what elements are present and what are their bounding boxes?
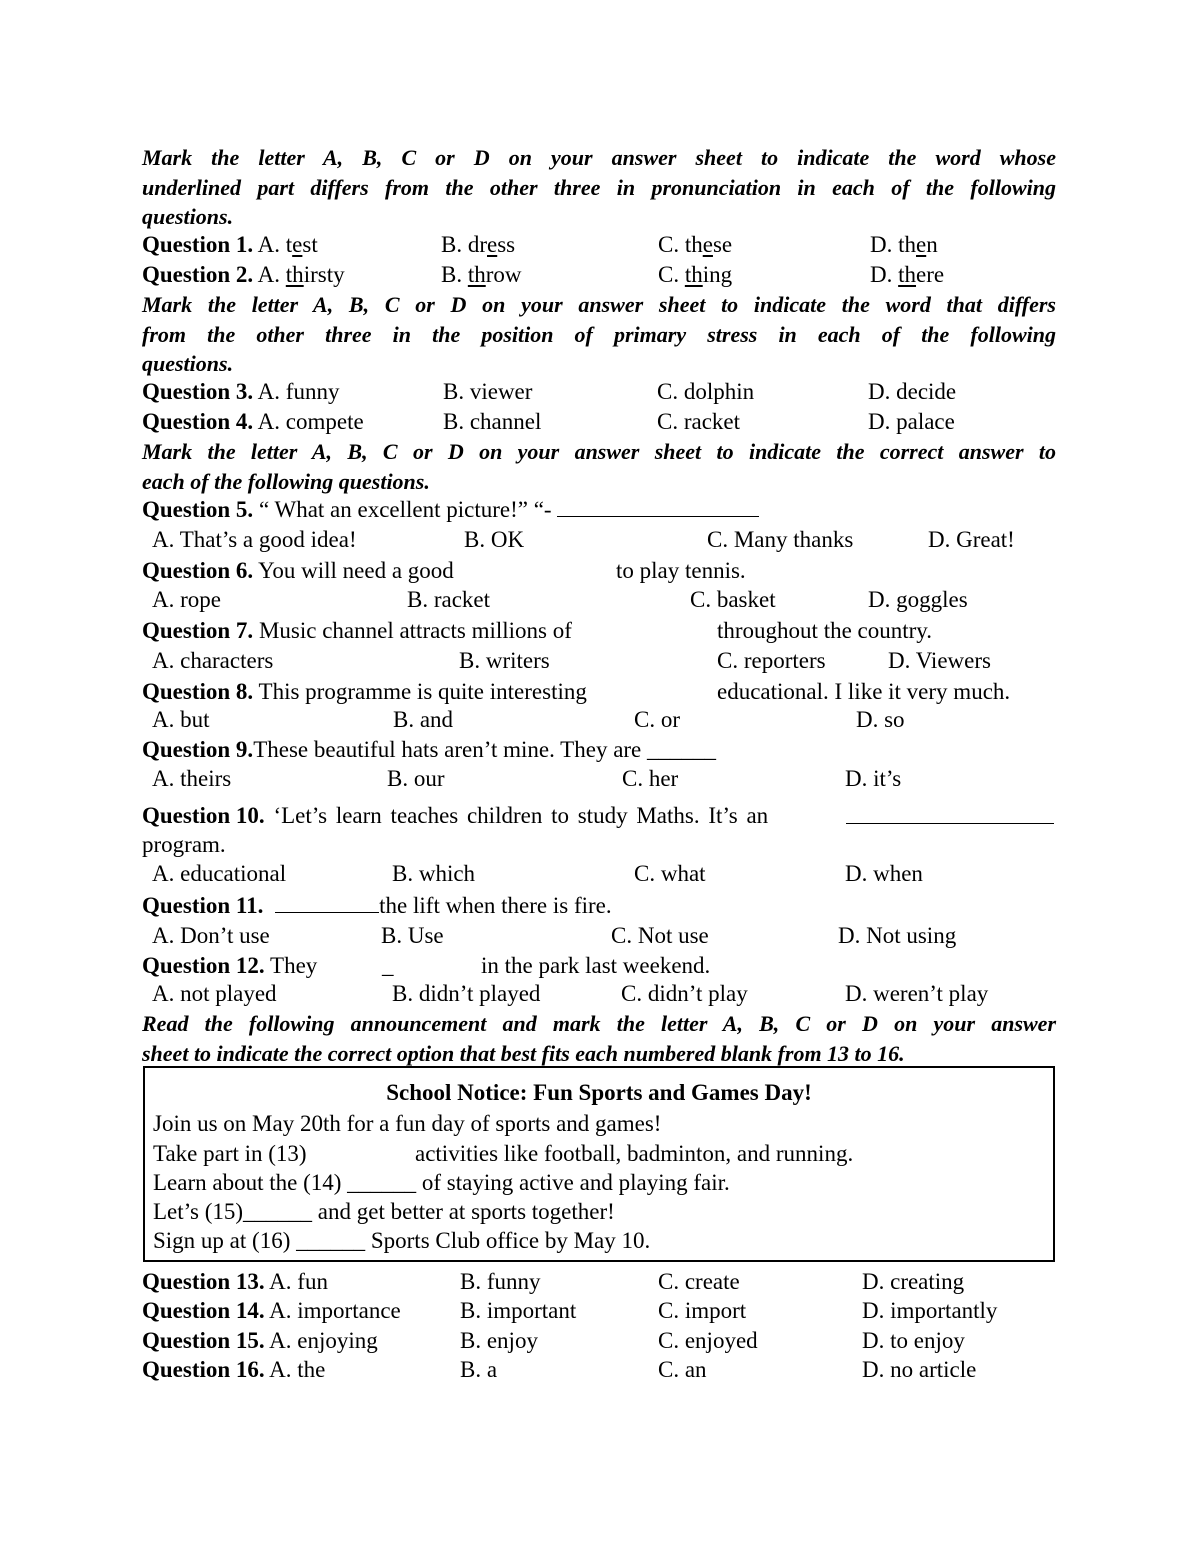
instruction-line: sheet to indicate the correct option that best fits each numbered blank from 13 to 16.: [142, 1040, 905, 1066]
option-b: B. enjoy: [460, 1328, 538, 1353]
option-a: A. the: [269, 1357, 326, 1382]
option-b: B. didn’t played: [392, 981, 541, 1006]
notice-line: Take part in (13): [153, 1141, 307, 1166]
option-c: C. basket: [690, 587, 776, 612]
question-text-continued: educational. I like it very much.: [717, 679, 1011, 704]
option-d: D. goggles: [868, 587, 968, 612]
question-label: Question 9.: [142, 737, 254, 762]
answer-blank: [846, 805, 1054, 824]
option-d: D. to enjoy: [862, 1328, 965, 1353]
instruction-line: each of the following questions.: [142, 468, 430, 494]
question-label: Question 14.: [142, 1298, 265, 1323]
question-13: [142, 1267, 328, 1296]
question-text: This programme is quite interesting: [253, 679, 587, 704]
instruction-line: Read the following announcement and mark the letter A, B, C or D on your answer: [142, 1011, 1056, 1036]
option-a: A. theirs: [152, 766, 232, 791]
option-c: C. Many thanks: [707, 527, 854, 552]
instruction-stress: [142, 290, 1056, 379]
option-d: D. Not using: [838, 923, 957, 948]
option-b: B. OK: [464, 527, 525, 552]
question-14: [142, 1296, 401, 1325]
question-label: Question 13.: [142, 1269, 265, 1294]
instruction-announcement: [142, 1009, 1056, 1068]
question-label: Question 15.: [142, 1328, 265, 1353]
option-d: D. when: [845, 861, 923, 886]
option-b: B. viewer: [443, 379, 533, 404]
question-label: Question 7.: [142, 618, 254, 643]
option-a: A. fun: [269, 1269, 328, 1294]
option-d: D. there: [870, 262, 945, 287]
option-a: A. but: [152, 707, 210, 732]
instruction-correct-answer: [142, 437, 1056, 496]
question-text: ‘Let’s learn teaches children to study Maths. It’s an: [264, 803, 769, 828]
question-15: [142, 1326, 378, 1355]
option-a: A. thirsty: [257, 262, 345, 287]
option-b: B. racket: [407, 587, 491, 612]
option-c: C. Not use: [611, 923, 709, 948]
option-b: B. important: [460, 1298, 577, 1323]
answer-blank: [557, 498, 759, 517]
option-d: D. importantly: [862, 1298, 998, 1323]
question-text: “ What an excellent picture!” “-: [253, 497, 558, 522]
notice-line: Sign up at (16) ______ Sports Club office by May 10.: [153, 1228, 651, 1253]
option-b: B. Use: [381, 923, 444, 948]
question-3: [142, 377, 339, 406]
option-a: A. funny: [257, 379, 340, 404]
option-b: B. throw: [441, 262, 522, 287]
question-5: [142, 495, 759, 524]
option-c: C. create: [658, 1269, 740, 1294]
question-label: Question 5.: [142, 497, 254, 522]
question-9: [142, 735, 716, 764]
option-a: A. That’s a good idea!: [152, 527, 357, 552]
option-c: C. didn’t play: [621, 981, 748, 1006]
option-d: D. weren’t play: [845, 981, 989, 1006]
instruction-line: from the other three in the position of primary stress in each of the following: [142, 321, 1056, 347]
instruction-line: Mark the letter A, B, C or D on your answer sheet to indicate the correct answer to: [142, 439, 1056, 464]
question-1: [142, 230, 318, 259]
question-text: the lift when there is fire.: [379, 893, 612, 918]
question-text: They: [264, 953, 318, 978]
option-d: D. so: [856, 707, 905, 732]
option-c: C. reporters: [717, 648, 826, 673]
question-label: Question 8.: [142, 679, 254, 704]
question-label: Question 10.: [142, 803, 265, 828]
instruction-line: Mark the letter A, B, C or D on your answer sheet to indicate the word that differs: [142, 292, 1056, 317]
option-c: C. enjoyed: [658, 1328, 758, 1353]
notice-line-continued: activities like football, badminton, and running.: [415, 1141, 854, 1166]
option-a: A. Don’t use: [152, 923, 270, 948]
instruction-line: Mark the letter A, B, C or D on your answer sheet to indicate the word whose: [142, 145, 1056, 170]
question-label: Question 6.: [142, 558, 254, 583]
instruction-pronunciation: [142, 143, 1056, 232]
question-label: Question 11.: [142, 893, 264, 918]
question-label: Question 16.: [142, 1357, 265, 1382]
instruction-line: questions.: [142, 204, 234, 229]
option-a: A. enjoying: [269, 1328, 378, 1353]
option-d: D. creating: [862, 1269, 965, 1294]
option-c: C. her: [622, 766, 679, 791]
option-a: A. not played: [152, 981, 277, 1006]
question-8: [142, 677, 587, 706]
question-text: These beautiful hats aren’t mine. They are ______: [253, 737, 717, 762]
notice-title: School Notice: Fun Sports and Games Day!: [386, 1080, 812, 1105]
question-10: [142, 801, 1054, 830]
option-d: D. no article: [862, 1357, 977, 1382]
notice-line: Learn about the (14) ______ of staying active and playing fair.: [153, 1170, 730, 1195]
option-b: B. which: [392, 861, 476, 886]
question-text: You will need a good: [253, 558, 454, 583]
question-6: [142, 556, 454, 585]
option-a: A. importance: [269, 1298, 401, 1323]
question-7: [142, 616, 572, 645]
question-text: Music channel attracts millions of: [253, 618, 572, 643]
question-12: [142, 951, 317, 980]
option-b: B. a: [460, 1357, 498, 1382]
question-text-continued: in the park last weekend.: [481, 953, 711, 978]
question-16: [142, 1355, 325, 1384]
option-b: B. channel: [443, 409, 542, 434]
answer-blank: [275, 894, 379, 913]
option-a: A. compete: [257, 409, 364, 434]
option-c: C. thing: [658, 262, 733, 287]
option-c: C. these: [658, 232, 733, 257]
option-b: B. writers: [459, 648, 550, 673]
answer-blank: _: [382, 953, 394, 978]
option-c: C. racket: [657, 409, 741, 434]
option-d: D. palace: [868, 409, 955, 434]
school-notice-box: [143, 1066, 1055, 1262]
option-d: D. it’s: [845, 766, 902, 791]
question-text-continued: throughout the country.: [717, 618, 933, 643]
instruction-line: underlined part differs from the other three in pronunciation in each of the following: [142, 174, 1056, 200]
option-b: B. funny: [460, 1269, 541, 1294]
option-c: C. what: [634, 861, 706, 886]
question-label: Question 3.: [142, 379, 254, 404]
option-b: B. and: [393, 707, 454, 732]
option-a: A. test: [257, 232, 318, 257]
question-4: [142, 407, 364, 436]
option-b: B. dress: [441, 232, 516, 257]
option-a: A. rope: [152, 587, 221, 612]
question-text-continued: program.: [142, 832, 226, 857]
instruction-line: questions.: [142, 351, 234, 376]
notice-line: Let’s (15)______ and get better at sports together!: [153, 1199, 615, 1224]
question-label: Question 12.: [142, 953, 265, 978]
option-d: D. decide: [868, 379, 957, 404]
question-label: Question 4.: [142, 409, 254, 434]
question-2: [142, 260, 345, 289]
option-c: C. dolphin: [657, 379, 755, 404]
option-a: A. characters: [152, 648, 274, 673]
question-11: [142, 891, 612, 920]
option-c: C. an: [658, 1357, 707, 1382]
question-text-continued: to play tennis.: [616, 558, 746, 583]
option-c: C. or: [634, 707, 680, 732]
option-a: A. educational: [152, 861, 287, 886]
question-label: Question 2.: [142, 262, 254, 287]
option-b: B. our: [387, 766, 445, 791]
option-d: D. Great!: [928, 527, 1015, 552]
notice-line: Join us on May 20th for a fun day of sports and games!: [153, 1111, 662, 1136]
option-d: D. then: [870, 232, 938, 257]
option-d: D. Viewers: [888, 648, 991, 673]
question-label: Question 1.: [142, 232, 254, 257]
option-c: C. import: [658, 1298, 747, 1323]
